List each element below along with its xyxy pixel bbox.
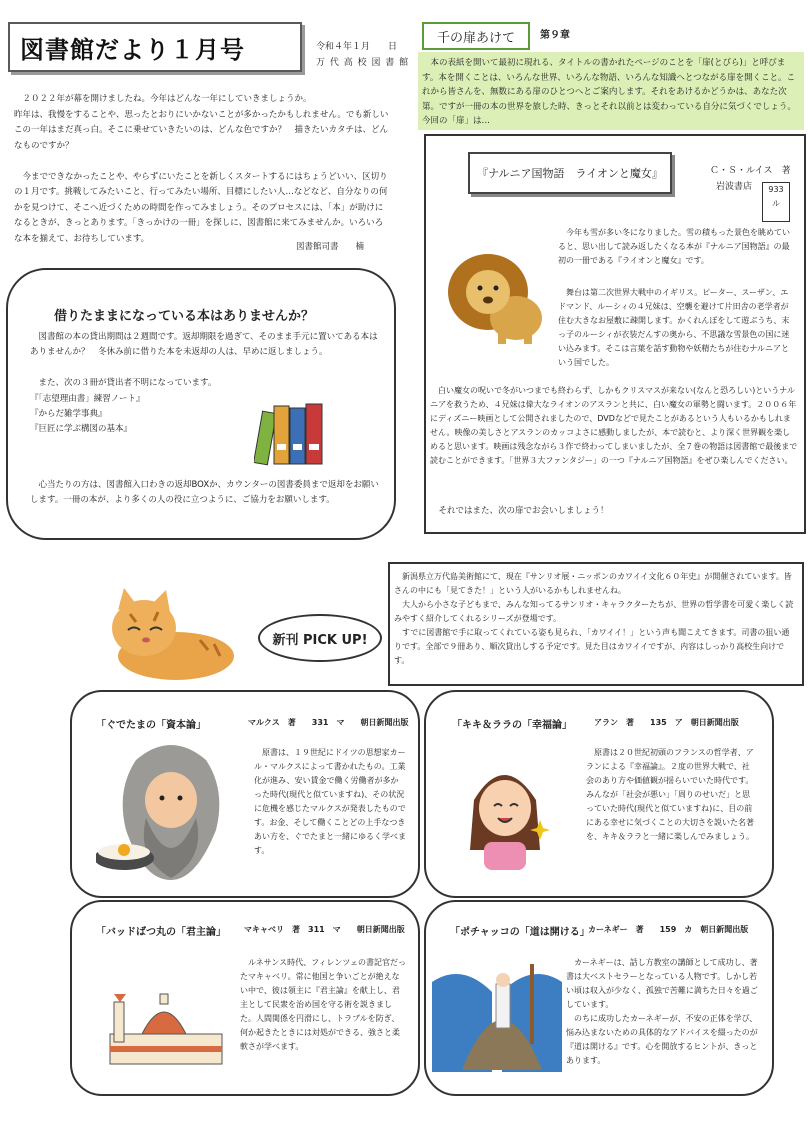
feature-paragraph-1: 今年も雪が多い冬になりました。雪の積もった景色を眺めていると、思い出して読み返したくなる本が『ナルニア国物語』の最初の一冊である『ライオンと魔女』です。 xyxy=(558,228,790,265)
book-card-text: ルネサンス時代、フィレンツェの書記官だったマキャベリ。常に他国と争いごとが絶えない中で、彼は領主に『君主論』を献上し、君主として民衆を治め国を守る術を説きました。人間関係を円滑にし、トラブルを防ぎ、何か起きたときには対処ができる、強さと柔軟さが学べます。 xyxy=(240,958,406,1051)
book-card-title: 「キキ＆ララの「幸福論」 xyxy=(452,720,572,731)
moses-icon xyxy=(432,962,562,1072)
book-card-meta: アラン 著 135 ア 朝日新聞出版 xyxy=(594,718,739,727)
missing-books-list xyxy=(30,392,145,437)
lion-icon xyxy=(438,246,546,346)
book-card-text: 原書は２０世紀初頭のフランスの哲学者、アランによる『幸福論』。２度の世界大戦で、社会のあり方や価値観が揺らいでいた時代です。みんなが「社会が悪い」「周りのせいだ」と思っていた時代(現代と似ていますね)に、目の前にある幸せに気づくことの大切さを説いた名著を、キキ＆ララと一緒に楽しんでみましょう。 xyxy=(586,748,754,841)
cat-icon xyxy=(90,584,240,684)
book-card-text: 原書は、１９世紀にドイツの思想家カール・マルクスによって書かれたもの。工業化が進み、安い賃金で働く労働者が多かった時代(現代と似ていますね)、その状況に危機を感じたマルクスが発表したものです。お金、そして働くことどの上手なつきあい方を、ぐでたまと一緒にゆるく学べます。 xyxy=(254,748,406,855)
intro-text: ２０２２年が幕を開けましたね。今年はどんな一年にしていきましょうか。 昨年は、我慢をすることや、思ったとおりにいかないことが多かったかもしれません。でも新しいこの一年はまだ真っ白。そこに乗せていきたいのは、どんな色ですか？ 描きたいカタチは、どんなものですか？ 今までできなかったことや、やらずにいたことを新しくスタートするにはちょうどいい、区切りの１月です。挑戦してみたいこと、行ってみたい場所、目標にしたい人…などなど、自分なりの何かを見つけて、そこへ近づくための時間を作ってみましょう。そのプロセスには、「本」が助けになるときが、きっとあります。「きっかけの一冊」を探しに、図書館に来てみませんか。いろいろな本を揃えて、お待ちしています。 xyxy=(14,94,389,244)
feature-paragraph-3: 白い魔女の呪いで冬がいつまでも終わらず、しかもクリスマスが来ない(なんと恐ろしい)というナルニアを救うため、４兄妹は偉大なライオンのアスランと共に、白い魔女の軍勢と闘います。２００６年にディズニー映画として公開されましたので、DVDなどで見たことがあるという人もいるかもしれません。映像の美しさとアスランのカッコよさに感動しましたが、本で読むと、より深く世界観を楽しめると思います。映画は残念ながら３作で終わってしまいましたが、全７巻の物語は図書館で最後まで読むことができます。「世界３大ファンタジー」の一つ『ナルニア国物語』をぜひ楽しんでください。 xyxy=(430,386,798,465)
chapter-label: 第９章 xyxy=(540,30,570,41)
call-number-main: 933 xyxy=(768,185,784,194)
newsletter-title-box xyxy=(8,22,302,72)
book-icon xyxy=(254,404,322,465)
book-card-text: カーネギーは、話し方教室の講師として成功し、著書は大ベストセラーとなっている人物です。しかし若い頃は収入が少なく、孤独で苦難に満ちた日々を過ごしています。 のちに成功したカーネギーが、不安の正体を学び、悩み込まないための具体的なアドバイスを綴ったのが『道は開ける』です。心を開放するヒントが、きっとあります。 xyxy=(566,958,758,1065)
feature-book-publisher: 岩波書店 xyxy=(716,182,753,192)
feature-book-author: Ｃ・Ｓ・ルイス 著 xyxy=(710,166,791,176)
overdue-paragraph-2: また、次の３冊が貸出者不明になっています。 xyxy=(30,378,217,388)
intro-signature: 図書館司書 楠 xyxy=(296,242,365,252)
door-column-heading: 千の扉あけて xyxy=(422,22,530,50)
overdue-paragraph-1: 図書館の本の貸出期間は２週間です。返却期限を過ぎて、そのまま手元に置いてある本はありませんか？ 冬休み前に借りた本を未返却の人は、早めに返しましょう。 xyxy=(30,332,378,357)
school-name: 万 代 高 校 図 書 館 xyxy=(316,58,410,68)
issue-date: 令和４年１月 日 xyxy=(316,42,398,52)
missing-book-item: 『巨匠に学ぶ構図の基本』 xyxy=(30,424,133,434)
smiling-girl-icon xyxy=(460,760,550,870)
pickup-label: 新刊 PICK UP! xyxy=(258,614,382,662)
book-card-meta: マルクス 著 331 マ 朝日新聞出版 xyxy=(248,718,409,727)
overdue-title: 借りたままになっている本はありませんか？ xyxy=(54,309,315,324)
feature-closing: それではまた、次の扉でお会いしましょう！ xyxy=(430,506,609,516)
overdue-paragraph-3: 心当たりの方は、図書館入口わきの返却BOXか、カウンターの図書委員まで返却をお願いします。一冊の本が、より多くの人の役に立つように、ご協力をお願いします。 xyxy=(30,480,379,505)
call-number-sub: ル xyxy=(772,199,780,208)
call-number xyxy=(762,182,790,222)
missing-book-item: 『「志望理由書」練習ノート』 xyxy=(30,394,145,404)
book-card-title: 「ポチャッコの「道は開ける」 xyxy=(450,927,590,938)
door-intro-text: 本の表紙を開いて最初に現れる、タイトルの書かれたページのことを「扉(とびら)」と呼びます。本を開くことは、いろんな世界、いろんな物語、いろんな知識へとつながる扉を開くこと。これから皆さんを、無数にある扉のひとつへとご案内します。それをあけるかどうかは、あなた次第。ですが一冊の本の世界を旅した時、きっとそれ以前とは変わっている自分に気づくでしょう。今回の「扉」は… xyxy=(422,58,796,126)
book-card-meta: マキャベリ 著 311 マ 朝日新聞出版 xyxy=(244,925,405,934)
feature-paragraph-2: 舞台は第二次世界大戦中のイギリス。ピーター、スーザン、エドマンド、ルーシィの４兄妹は、空襲を避けて片田舎の老学者が住む大きなお屋敷に疎開します。かくれんぼをして遊ぶうち、末っ子のルーシィが衣装だんすの奥から、不思議な雪景色の国に迷い込みます。そこは言葉を話す動物や妖精たちが住むナルニアという国でした。 xyxy=(558,288,790,367)
page-title: 図書館だより１月号 xyxy=(20,35,245,64)
book-card-title: 「バッドばつ丸の「君主論」 xyxy=(96,927,226,938)
feature-book-title: 『ナルニア国物語 ライオンと魔女』 xyxy=(468,152,672,194)
book-card-meta: カーネギー 著 159 カ 朝日新聞出版 xyxy=(588,925,749,934)
pickup-text: 新潟県立万代島美術館にて、現在『サンリオ展・ニッポンのカワイイ文化６０年史』が開催されています。皆さんの中にも「見てきた！」という人がいるかもしれませんね。 大人から小さな子どもまで、みんな知ってるサンリオ・キャラクターたちが、世界の哲学書を可愛く楽しく読みやすく紹介してくれるシリーズが登場です。 すでに図書館で手に取ってくれている姿も見られ、「カワイイ！」という声も聞こえてきます。司書の狙い通りです。全部で９冊あり、順次貸出しする予定です。見た目はカワイイですが、内容はしっかり高校生向けです。 xyxy=(394,572,794,665)
marx-icon xyxy=(96,740,246,880)
florence-cathedral-icon xyxy=(106,988,226,1068)
book-card-title: 「ぐでたまの「資本論」 xyxy=(96,720,206,731)
books-illustration xyxy=(254,398,334,470)
missing-book-item: 『からだ雑学事典』 xyxy=(30,409,107,419)
